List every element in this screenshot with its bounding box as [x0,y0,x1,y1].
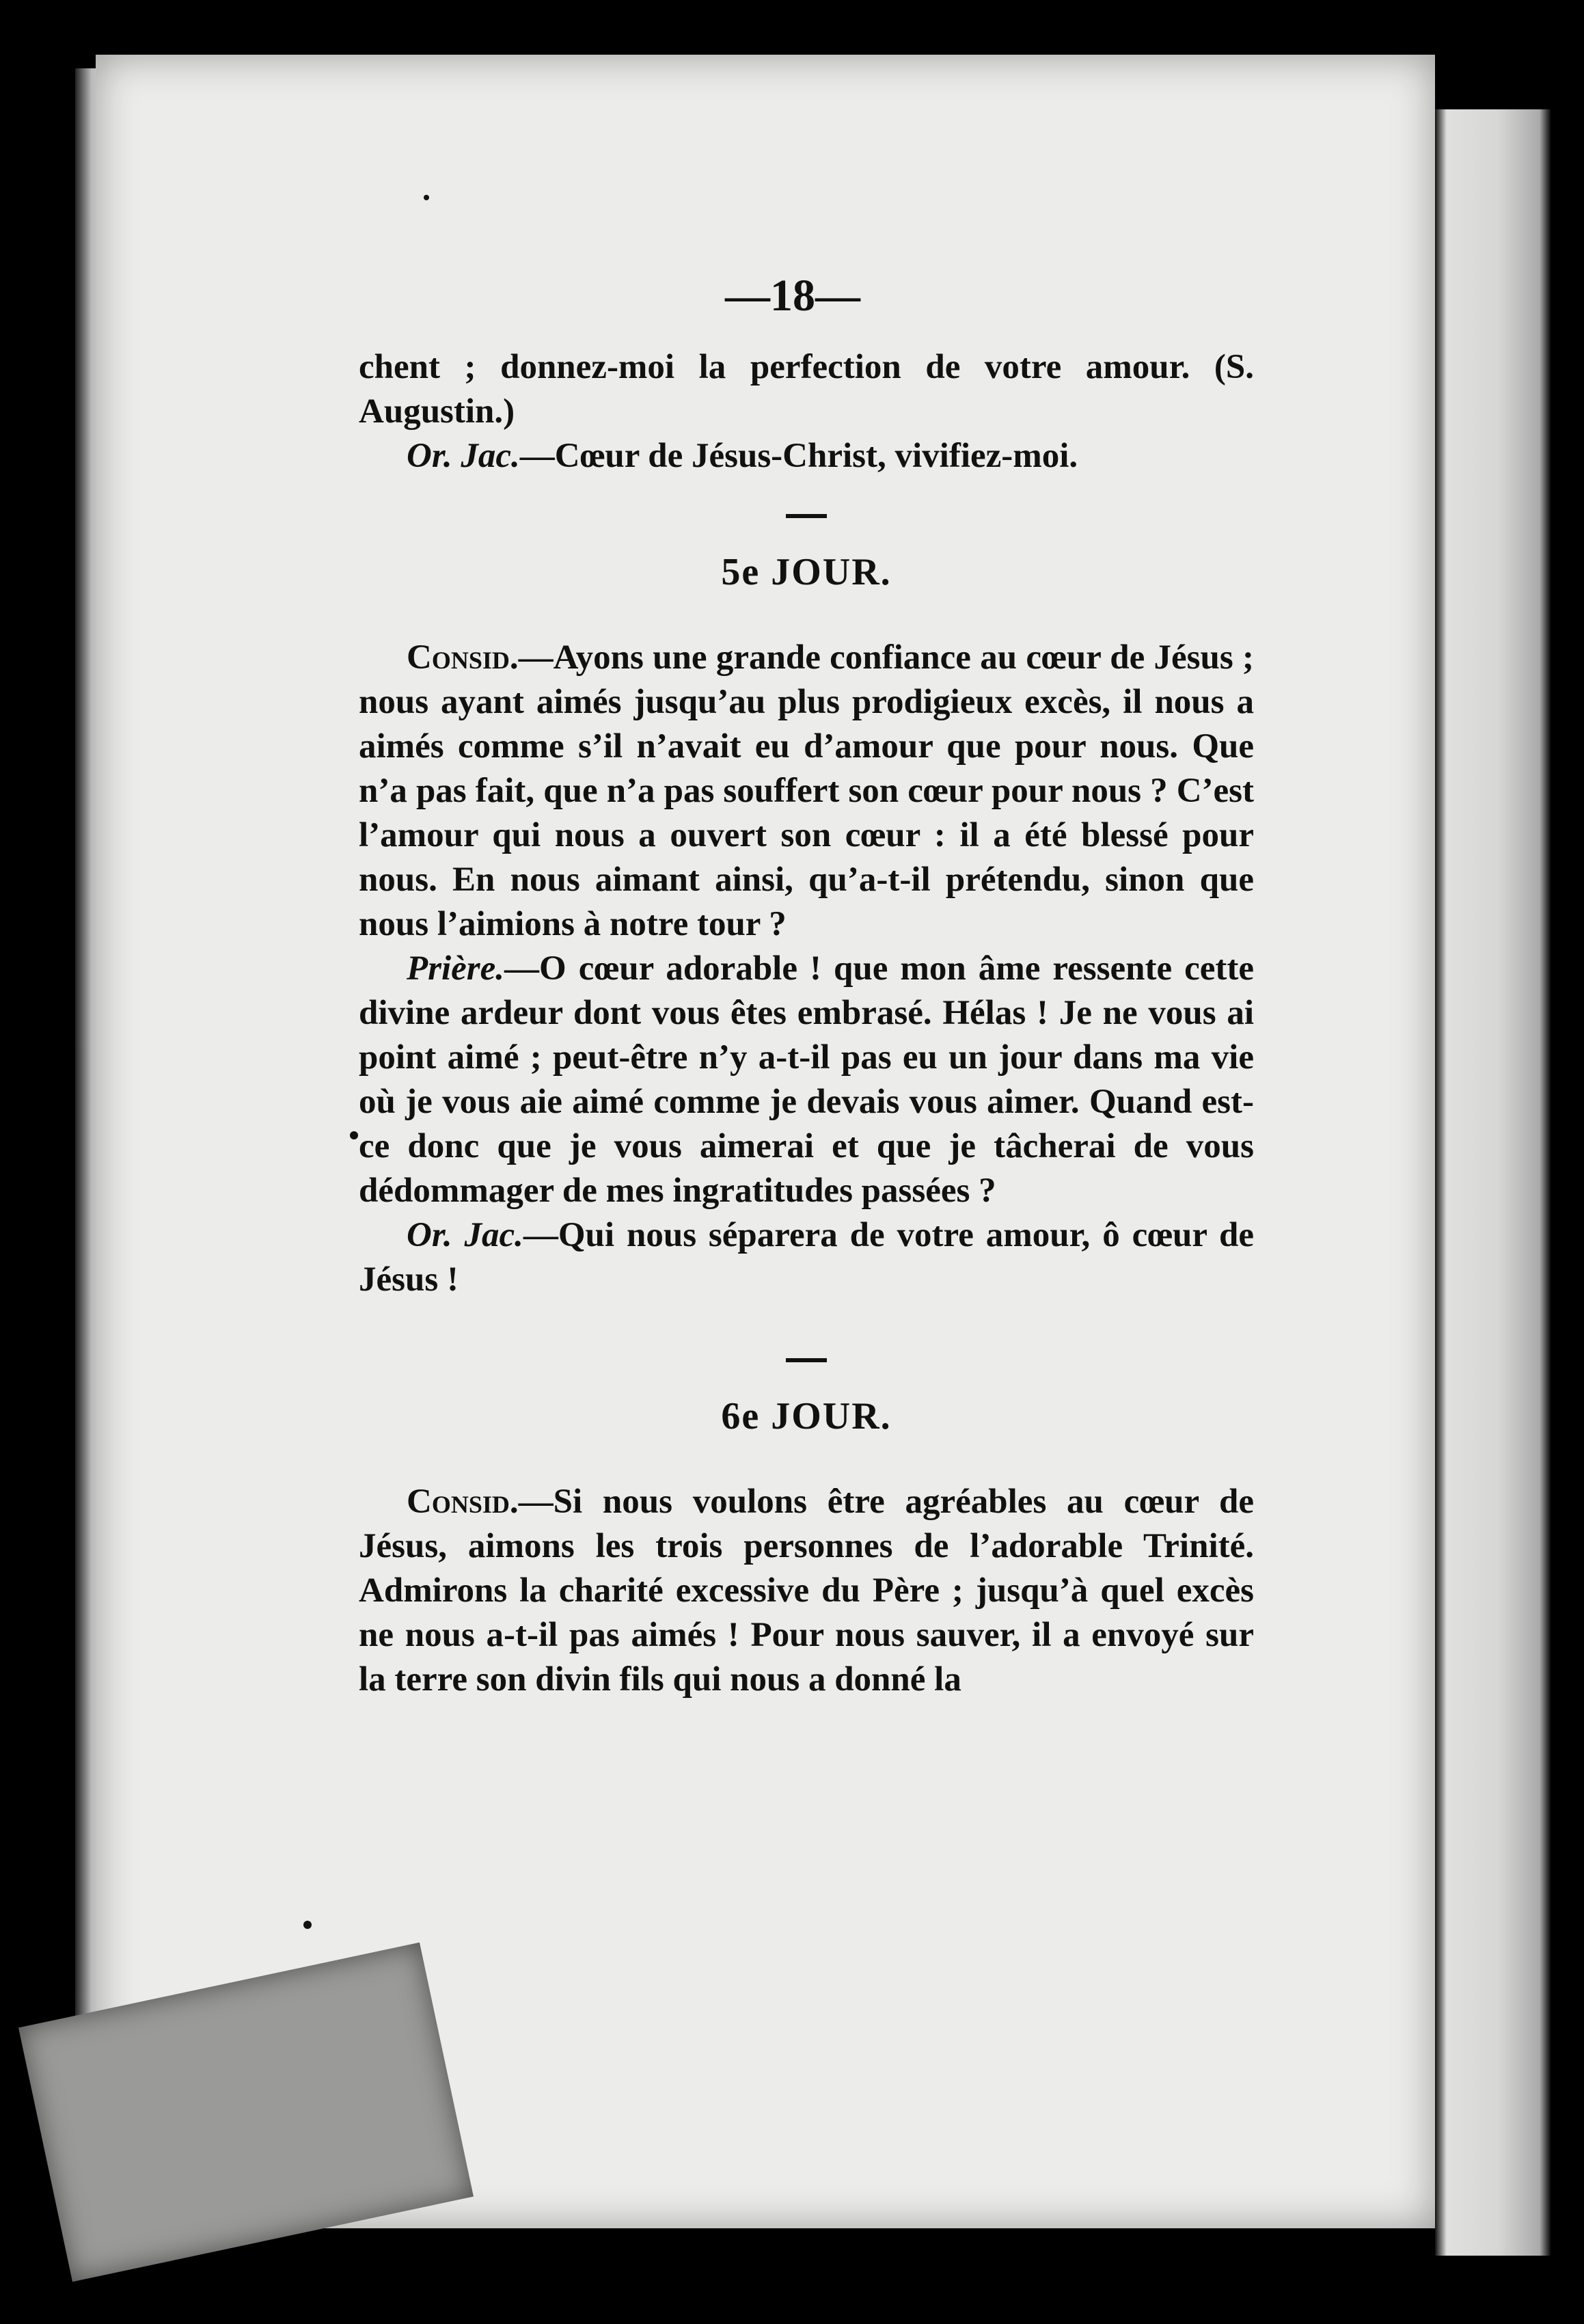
page-text [359,273,1254,1702]
consid-text: —Ayons une grande confiance au cœur de Jésus ; nous ayant aimés jusqu’au plus prodigieux excès, il nous a aimés comme s’il n’avait eu d’amour que pour nous. Que n’a pas fait, que n’a pas souffert son cœur pour nous ? C’est l’amour qui nous a ouvert son cœur : il a été blessé pour nous. En nous aimant ainsi, qu’a-t-il prétendu, sinon que nous l’aimions à notre tour ? [359,638,1254,943]
or-jac-text: —Cœur de Jésus-Christ, vivifiez-moi. [519,437,1078,475]
separator [359,1329,1254,1374]
day-6-heading: 6e JOUR. [721,1395,892,1437]
or-jac-label: Or. Jac. [407,1216,523,1254]
page-number: —18— [725,271,860,321]
separator [359,485,1254,530]
day-5-prayer [359,947,1254,1213]
consid-label: Consid. [407,1483,519,1521]
day-5-consideration [359,636,1254,947]
or-jac-label: Or. Jac. [407,437,520,475]
book-binding-right [1435,109,1551,2256]
continuation-paragraph: chent ; donnez-moi la perfection de votre amour. (S. Augustin.) [359,348,1254,431]
or-jac-text: —Qui nous séparera de votre amour, ô cœur de Jésus ! [359,1216,1255,1299]
ink-speck [303,1921,312,1929]
consid-label: Consid. [407,638,519,677]
day-5-ejaculatory-prayer [359,1213,1254,1302]
ink-speck [424,195,429,200]
day-6-consideration [359,1480,1254,1702]
ink-speck [350,1131,358,1139]
ejaculatory-prayer [359,434,1254,478]
day-5-heading: 5e JOUR. [721,551,892,593]
priere-text: —O cœur adorable ! que mon âme ressente cette divine ardeur dont vous êtes embrasé. Hélas ! Je ne vous ai point aimé ; peut-être n’y a-t-il pas eu un jour dans ma vie où je vous aie aimé comme je devais vous aimer. Quand est-ce donc que je vous aimerai et que je tâcherai de vous dédommager de mes ingratitudes passées ? [359,949,1254,1210]
consid-text: —Si nous voulons être agréables au cœur de Jésus, aimons les trois personnes de l’adorable Trinité. Admirons la charité excessive du Père ; jusqu’à quel excès ne nous a-t-il pas aimés ! Pour nous sauver, il a envoyé sur la terre son divin fils qui nous a donné la [359,1483,1254,1699]
priere-label: Prière. [407,949,505,988]
